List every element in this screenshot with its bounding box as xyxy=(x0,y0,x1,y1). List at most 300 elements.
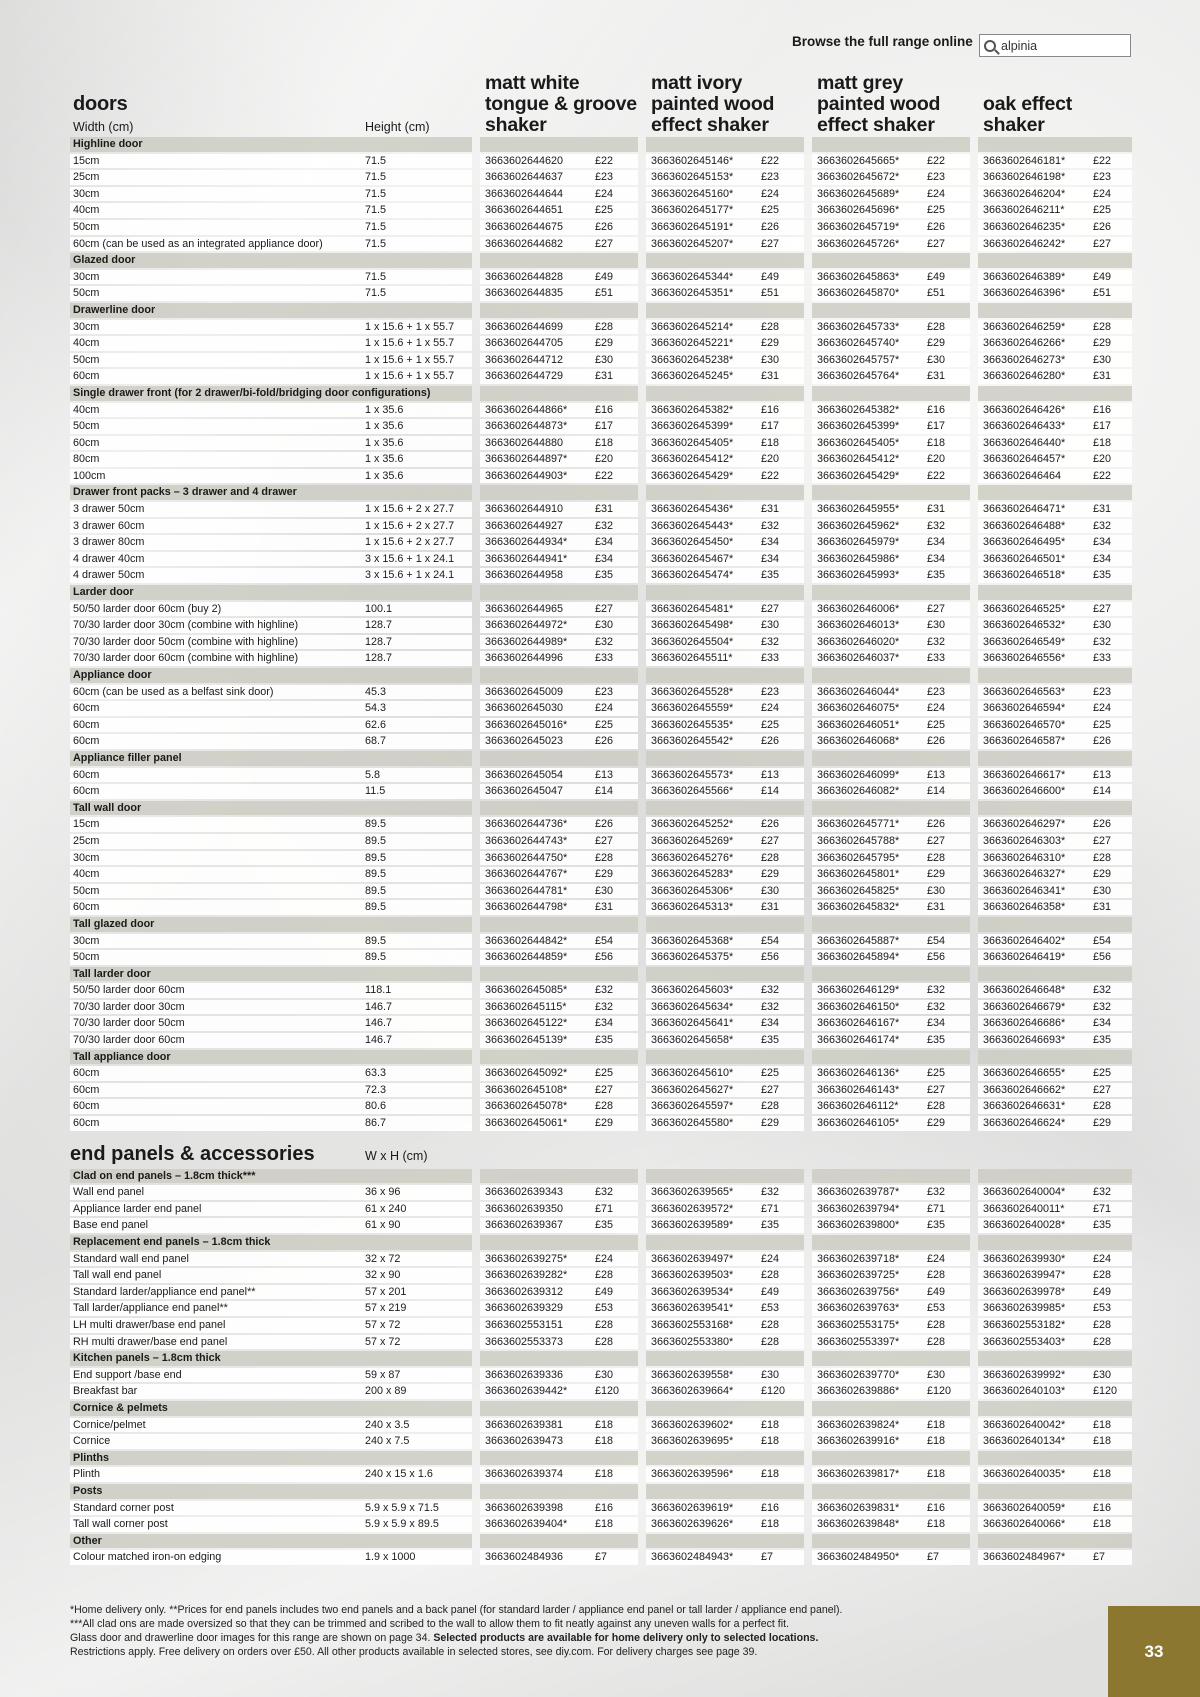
code-matt-grey: 3663602645887* xyxy=(817,934,900,947)
price-oak-effect: £35 xyxy=(1093,1034,1112,1047)
browse-label: Browse the full range online xyxy=(792,34,973,49)
product-name: Cornice xyxy=(73,1435,111,1448)
price-matt-white: £25 xyxy=(595,718,614,731)
code-matt-grey: 3663602645870* xyxy=(817,287,900,300)
price-matt-ivory: £14 xyxy=(761,785,780,798)
price-matt-grey: £28 xyxy=(927,1318,946,1331)
product-name: 60cm xyxy=(73,768,100,781)
code-matt-white: 3663602644651 xyxy=(485,204,564,217)
price-matt-grey: £30 xyxy=(927,353,946,366)
code-matt-grey: 3663602645832* xyxy=(817,901,900,914)
code-matt-grey: 3663602639831* xyxy=(817,1501,900,1514)
category-row xyxy=(70,1533,1132,1550)
cell-background xyxy=(480,386,638,401)
code-matt-ivory: 3663602484943* xyxy=(651,1551,734,1564)
category-row xyxy=(70,1049,1132,1066)
table-row xyxy=(70,684,1132,701)
price-matt-ivory: £28 xyxy=(761,320,780,333)
product-name: 60cm (can be used as an integrated appliance door) xyxy=(73,237,323,250)
price-matt-ivory: £18 xyxy=(761,1418,780,1431)
code-matt-grey: 3663602645412* xyxy=(817,453,900,466)
price-oak-effect: £25 xyxy=(1093,718,1112,731)
price-matt-grey: £18 xyxy=(927,1468,946,1481)
code-matt-grey: 3663602639763* xyxy=(817,1302,900,1315)
cell-background xyxy=(978,1169,1132,1184)
price-matt-white: £32 xyxy=(595,1186,614,1199)
category-label: Replacement end panels – 1.8cm thick xyxy=(73,1236,271,1248)
code-matt-white: 3663602644729 xyxy=(485,370,564,383)
code-matt-grey: 3663602645429* xyxy=(817,469,900,482)
table-row xyxy=(70,368,1132,385)
code-oak-effect: 3663602553182* xyxy=(983,1318,1066,1331)
product-size: 57 x 219 xyxy=(365,1302,407,1315)
code-matt-grey: 3663602646167* xyxy=(817,1017,900,1030)
code-matt-white: 3663602644835 xyxy=(485,287,564,300)
table-row xyxy=(70,567,1132,584)
code-matt-ivory: 3663602645443* xyxy=(651,519,734,532)
code-matt-ivory: 3663602645542* xyxy=(651,735,734,748)
product-size: 86.7 xyxy=(365,1117,387,1130)
product-size: 1 x 35.6 xyxy=(365,403,404,416)
price-matt-white: £35 xyxy=(595,1219,614,1232)
price-matt-ivory: £35 xyxy=(761,1219,780,1232)
code-oak-effect: 3663602640066* xyxy=(983,1518,1066,1531)
product-name: RH multi drawer/base end panel xyxy=(73,1335,228,1348)
footnote-3: Glass door and drawerline door images for this range are shown on page 34. Selected products are available for home delivery only to selected locations. xyxy=(70,1632,819,1644)
cell-background xyxy=(646,801,804,816)
code-oak-effect: 3663602646259* xyxy=(983,320,1066,333)
price-matt-grey: £16 xyxy=(927,1501,946,1514)
cell-background xyxy=(978,668,1132,683)
code-matt-white: 3663602644859* xyxy=(485,951,568,964)
price-matt-white: £28 xyxy=(595,1335,614,1348)
product-size: 59 x 87 xyxy=(365,1368,401,1381)
code-matt-grey: 3663602639725* xyxy=(817,1269,900,1282)
table-row xyxy=(70,866,1132,883)
price-matt-grey: £27 xyxy=(927,237,946,250)
price-matt-grey: £26 xyxy=(927,735,946,748)
price-matt-white: £25 xyxy=(595,1067,614,1080)
product-size: 36 x 96 xyxy=(365,1186,401,1199)
category-row xyxy=(70,385,1132,402)
product-name: 60cm xyxy=(73,785,100,798)
table-row xyxy=(70,402,1132,419)
category-label: Single drawer front (for 2 drawer/bi-fold/bridging door configurations) xyxy=(73,386,431,399)
product-size: 146.7 xyxy=(365,1017,393,1030)
price-matt-white: £31 xyxy=(595,901,614,914)
code-matt-white: 3663602644828 xyxy=(485,270,564,283)
code-oak-effect: 3663602639947* xyxy=(983,1269,1066,1282)
code-matt-white: 3663602644989* xyxy=(485,635,568,648)
cell-background xyxy=(978,1534,1132,1549)
price-matt-white: £18 xyxy=(595,1418,614,1431)
cell-background xyxy=(978,253,1132,268)
cell-background xyxy=(646,1484,804,1499)
table-row xyxy=(70,319,1132,336)
price-matt-ivory: £29 xyxy=(761,337,780,350)
table-row xyxy=(70,717,1132,734)
code-matt-white: 3663602645030 xyxy=(485,702,564,715)
price-matt-white: £34 xyxy=(595,536,614,549)
product-size: 1 x 35.6 xyxy=(365,469,404,482)
code-matt-ivory: 3663602645627* xyxy=(651,1083,734,1096)
price-matt-grey: £29 xyxy=(927,1117,946,1130)
cell-background xyxy=(812,1235,970,1250)
product-name: 60cm xyxy=(73,436,100,449)
price-matt-white: £56 xyxy=(595,951,614,964)
price-matt-ivory: £32 xyxy=(761,635,780,648)
code-oak-effect: 3663602646198* xyxy=(983,171,1066,184)
price-matt-ivory: £54 xyxy=(761,934,780,947)
code-matt-grey: 3663602645757* xyxy=(817,353,900,366)
code-matt-grey: 3663602645986* xyxy=(817,552,900,565)
code-matt-grey: 3663602645382* xyxy=(817,403,900,416)
code-matt-white: 3663602644798* xyxy=(485,901,568,914)
table-row xyxy=(70,949,1132,966)
code-matt-grey: 3663602645733* xyxy=(817,320,900,333)
price-oak-effect: £32 xyxy=(1093,1186,1112,1199)
code-matt-white: 3663602644972* xyxy=(485,619,568,632)
price-matt-grey: £56 xyxy=(927,951,946,964)
cell-background xyxy=(70,934,472,949)
code-matt-ivory: 3663602645382* xyxy=(651,403,734,416)
price-matt-ivory: £26 xyxy=(761,220,780,233)
cell-background xyxy=(70,452,472,467)
price-matt-white: £20 xyxy=(595,453,614,466)
code-oak-effect: 3663602646693* xyxy=(983,1034,1066,1047)
price-matt-grey: £34 xyxy=(927,552,946,565)
product-name: 50cm xyxy=(73,420,100,433)
price-matt-ivory: £24 xyxy=(761,1252,780,1265)
product-name: 70/30 larder door 30cm (combine with highline) xyxy=(73,619,299,632)
price-matt-ivory: £25 xyxy=(761,204,780,217)
code-matt-grey: 3663602645689* xyxy=(817,187,900,200)
code-matt-ivory: 3663602645313* xyxy=(651,901,734,914)
cell-background xyxy=(480,1235,638,1250)
table-row xyxy=(70,1284,1132,1301)
cell-background xyxy=(978,1351,1132,1366)
price-matt-grey: £30 xyxy=(927,619,946,632)
code-matt-ivory: 3663602645634* xyxy=(651,1000,734,1013)
code-matt-white: 3663602644897* xyxy=(485,453,568,466)
code-matt-ivory: 3663602645504* xyxy=(651,635,734,648)
code-matt-white: 3663602644873* xyxy=(485,420,568,433)
product-name: Tall wall corner post xyxy=(73,1518,168,1531)
code-matt-ivory: 3663602645559* xyxy=(651,702,734,715)
code-matt-white: 3663602644682 xyxy=(485,237,564,250)
table-row xyxy=(70,617,1132,634)
code-oak-effect: 3663602646266* xyxy=(983,337,1066,350)
price-matt-ivory: £26 xyxy=(761,735,780,748)
category-label: Appliance filler panel xyxy=(73,751,182,764)
code-matt-ivory: 3663602645450* xyxy=(651,536,734,549)
table-row xyxy=(70,1115,1132,1132)
price-matt-white: £30 xyxy=(595,1368,614,1381)
category-row xyxy=(70,484,1132,501)
search-box[interactable] xyxy=(979,34,1131,57)
price-oak-effect: £29 xyxy=(1093,1117,1112,1130)
product-name: 70/30 larder door 50cm (combine with highline) xyxy=(73,635,299,648)
code-matt-white: 3663602639336 xyxy=(485,1368,564,1381)
code-matt-grey: 3663602646174* xyxy=(817,1034,900,1047)
code-matt-white: 3663602644903* xyxy=(485,469,568,482)
code-matt-ivory: 3663602645191* xyxy=(651,220,734,233)
cell-background xyxy=(70,403,472,418)
cell-background xyxy=(812,485,970,500)
price-matt-white: £27 xyxy=(595,237,614,250)
code-matt-grey: 3663602645962* xyxy=(817,519,900,532)
price-matt-ivory: £23 xyxy=(761,685,780,698)
doors-title: doors xyxy=(73,93,128,115)
code-matt-grey: 3663602646037* xyxy=(817,652,900,665)
code-matt-grey: 3663602645955* xyxy=(817,503,900,516)
cell-background xyxy=(480,303,638,318)
product-name: 70/30 larder door 60cm xyxy=(73,1034,185,1047)
price-matt-grey: £7 xyxy=(927,1551,940,1564)
cell-background xyxy=(646,751,804,766)
code-oak-effect: 3663602646235* xyxy=(983,220,1066,233)
product-name: 4 drawer 50cm xyxy=(73,569,145,582)
code-matt-ivory: 3663602639619* xyxy=(651,1501,734,1514)
cell-background xyxy=(70,851,472,866)
price-matt-ivory: £28 xyxy=(761,851,780,864)
product-size: 240 x 7.5 xyxy=(365,1435,410,1448)
price-oak-effect: £27 xyxy=(1093,1083,1112,1096)
product-size: 61 x 240 xyxy=(365,1202,407,1215)
table-row xyxy=(70,1549,1132,1566)
code-matt-ivory: 3663602639565* xyxy=(651,1186,734,1199)
price-oak-effect: £28 xyxy=(1093,320,1112,333)
price-matt-white: £29 xyxy=(595,868,614,881)
table-row xyxy=(70,1417,1132,1434)
category-row xyxy=(70,1168,1132,1185)
cell-background xyxy=(646,386,804,401)
cell-background xyxy=(978,386,1132,401)
price-oak-effect: £26 xyxy=(1093,818,1112,831)
cell-background xyxy=(70,1066,472,1081)
price-matt-white: £27 xyxy=(595,602,614,615)
price-matt-ivory: £26 xyxy=(761,818,780,831)
code-matt-white: 3663602644620 xyxy=(485,154,564,167)
code-matt-ivory: 3663602639596* xyxy=(651,1468,734,1481)
price-oak-effect: £28 xyxy=(1093,1100,1112,1113)
price-matt-ivory: £31 xyxy=(761,370,780,383)
footnote-1: *Home delivery only. **Prices for end panels includes two end panels and a back panel (for standard larder / appliance end panel or tall larder / appliance end panel). xyxy=(70,1604,843,1616)
code-matt-white: 3663602639404* xyxy=(485,1518,568,1531)
price-matt-white: £30 xyxy=(595,619,614,632)
price-matt-ivory: £24 xyxy=(761,702,780,715)
code-matt-ivory: 3663602639558* xyxy=(651,1368,734,1381)
product-name: 3 drawer 60cm xyxy=(73,519,145,532)
product-name: 70/30 larder door 50cm xyxy=(73,1017,185,1030)
cell-background xyxy=(70,469,472,484)
product-name: 60cm xyxy=(73,1067,100,1080)
product-size: 72.3 xyxy=(365,1083,387,1096)
price-matt-white: £32 xyxy=(595,635,614,648)
code-matt-white: 3663602644965 xyxy=(485,602,564,615)
price-matt-grey: £18 xyxy=(927,1435,946,1448)
cell-background xyxy=(812,668,970,683)
product-size: 63.3 xyxy=(365,1067,387,1080)
price-matt-grey: £28 xyxy=(927,1269,946,1282)
cell-background xyxy=(646,967,804,982)
code-oak-effect: 3663602640028* xyxy=(983,1219,1066,1232)
price-oak-effect: £20 xyxy=(1093,453,1112,466)
code-oak-effect: 3663602646525* xyxy=(983,602,1066,615)
price-matt-white: £33 xyxy=(595,652,614,665)
code-matt-grey: 3663602645801* xyxy=(817,868,900,881)
price-matt-ivory: £32 xyxy=(761,519,780,532)
price-oak-effect: £30 xyxy=(1093,884,1112,897)
category-label: Glazed door xyxy=(73,254,136,267)
price-matt-ivory: £18 xyxy=(761,1435,780,1448)
price-matt-ivory: £35 xyxy=(761,569,780,582)
price-matt-white: £120 xyxy=(595,1385,620,1398)
table-row xyxy=(70,269,1132,286)
table-row xyxy=(70,1367,1132,1384)
code-matt-white: 3663602639381 xyxy=(485,1418,564,1431)
price-matt-ivory: £17 xyxy=(761,420,780,433)
price-matt-white: £29 xyxy=(595,337,614,350)
table-row xyxy=(70,153,1132,170)
product-name: Base end panel xyxy=(73,1219,149,1232)
product-size: 89.5 xyxy=(365,901,387,914)
price-matt-grey: £49 xyxy=(927,270,946,283)
code-matt-grey: 3663602645726* xyxy=(817,237,900,250)
price-oak-effect: £71 xyxy=(1093,1202,1112,1215)
code-oak-effect: 3663602646204* xyxy=(983,187,1066,200)
price-matt-white: £16 xyxy=(595,1501,614,1514)
cell-background xyxy=(812,137,970,152)
finish-heading-oak-effect: oak effect shaker xyxy=(983,93,1073,136)
table-row xyxy=(70,933,1132,950)
code-matt-ivory: 3663602645375* xyxy=(651,951,734,964)
product-size: 1 x 15.6 + 2 x 27.7 xyxy=(365,536,455,549)
price-matt-ivory: £27 xyxy=(761,602,780,615)
code-matt-white: 3663602644743* xyxy=(485,834,568,847)
product-name: 15cm xyxy=(73,818,100,831)
price-matt-white: £35 xyxy=(595,1034,614,1047)
cell-background xyxy=(812,253,970,268)
code-matt-grey: 3663602646112* xyxy=(817,1100,899,1113)
price-oak-effect: £32 xyxy=(1093,519,1112,532)
category-row xyxy=(70,584,1132,601)
code-matt-grey: 3663602645719* xyxy=(817,220,900,233)
price-matt-ivory: £18 xyxy=(761,1518,780,1531)
table-row xyxy=(70,650,1132,667)
code-matt-grey: 3663602639794* xyxy=(817,1202,900,1215)
code-matt-ivory: 3663602645238* xyxy=(651,353,734,366)
code-matt-ivory: 3663602645177* xyxy=(651,204,734,217)
table-row xyxy=(70,1466,1132,1483)
price-matt-grey: £120 xyxy=(927,1385,952,1398)
price-matt-grey: £53 xyxy=(927,1302,946,1315)
code-oak-effect: 3663602640134* xyxy=(983,1435,1066,1448)
code-matt-ivory: 3663602645535* xyxy=(651,718,734,731)
product-name: LH multi drawer/base end panel xyxy=(73,1318,226,1331)
price-oak-effect: £34 xyxy=(1093,552,1112,565)
cell-background xyxy=(70,1484,472,1499)
price-matt-white: £24 xyxy=(595,187,614,200)
table-row xyxy=(70,733,1132,750)
category-label: Tall larder door xyxy=(73,967,151,980)
price-oak-effect: £28 xyxy=(1093,1269,1112,1282)
finish-heading-matt-ivory: matt ivory painted wood effect shaker xyxy=(651,72,775,136)
code-oak-effect: 3663602646358* xyxy=(983,901,1066,914)
price-matt-white: £22 xyxy=(595,154,614,167)
code-matt-white: 3663602644927 xyxy=(485,519,564,532)
product-name: 40cm xyxy=(73,204,100,217)
code-oak-effect: 3663602646471* xyxy=(983,503,1066,516)
code-oak-effect: 3663602646532* xyxy=(983,619,1066,632)
code-matt-ivory: 3663602645252* xyxy=(651,818,734,831)
cell-background xyxy=(70,154,472,169)
code-matt-grey: 3663602645894* xyxy=(817,951,900,964)
product-name: 3 drawer 50cm xyxy=(73,503,145,516)
code-matt-ivory: 3663602645481* xyxy=(651,602,734,615)
cell-background xyxy=(480,485,638,500)
product-name: 40cm xyxy=(73,403,100,416)
product-name: 70/30 larder door 30cm xyxy=(73,1000,185,1013)
category-row xyxy=(70,136,1132,153)
price-matt-ivory: £34 xyxy=(761,552,780,565)
price-matt-ivory: £22 xyxy=(761,469,780,482)
table-row xyxy=(70,1300,1132,1317)
table-row xyxy=(70,202,1132,219)
code-matt-ivory: 3663602645412* xyxy=(651,453,734,466)
footnote-2: ***All clad ons are made oversized so that they can be trimmed and scribed to the wall to allow them to fit neatly against any uneven walls for a perfect fit. xyxy=(70,1618,789,1630)
product-name: 60cm xyxy=(73,370,100,383)
code-matt-ivory: 3663602645245* xyxy=(651,370,734,383)
code-matt-grey: 3663602553397* xyxy=(817,1335,900,1348)
product-name: 50cm xyxy=(73,353,100,366)
code-oak-effect: 3663602646426* xyxy=(983,403,1066,416)
code-matt-grey: 3663602646105* xyxy=(817,1117,900,1130)
code-oak-effect: 3663602553403* xyxy=(983,1335,1066,1348)
price-oak-effect: £13 xyxy=(1093,768,1112,781)
price-matt-grey: £28 xyxy=(927,1335,946,1348)
category-label: Appliance door xyxy=(73,669,152,681)
price-matt-ivory: £28 xyxy=(761,1318,780,1331)
price-matt-white: £28 xyxy=(595,1100,614,1113)
code-matt-white: 3663602639473 xyxy=(485,1435,564,1448)
product-name: 30cm xyxy=(73,187,100,200)
price-oak-effect: £18 xyxy=(1093,1518,1112,1531)
code-matt-ivory: 3663602645146* xyxy=(651,154,734,167)
cell-background xyxy=(70,718,472,733)
product-name: 40cm xyxy=(73,868,100,881)
category-label: Tall glazed door xyxy=(73,917,155,930)
code-matt-white: 3663602644767* xyxy=(485,868,568,881)
product-name: Cornice/pelmet xyxy=(73,1418,146,1431)
table-row xyxy=(70,982,1132,999)
price-matt-grey: £29 xyxy=(927,337,946,350)
category-row xyxy=(70,750,1132,767)
code-matt-ivory: 3663602645207* xyxy=(651,237,734,250)
code-oak-effect: 3663602639992* xyxy=(983,1368,1066,1381)
price-matt-ivory: £31 xyxy=(761,901,780,914)
price-matt-ivory: £49 xyxy=(761,1285,780,1298)
price-matt-ivory: £18 xyxy=(761,436,780,449)
table-row xyxy=(70,451,1132,468)
code-matt-white: 3663602644781* xyxy=(485,884,568,897)
code-matt-white: 3663602645115* xyxy=(485,1000,567,1013)
product-size: 71.5 xyxy=(365,154,387,167)
cell-background xyxy=(480,1484,638,1499)
code-matt-ivory: 3663602645269* xyxy=(651,834,734,847)
price-oak-effect: £33 xyxy=(1093,652,1112,665)
code-matt-white: 3663602644910 xyxy=(485,503,564,516)
